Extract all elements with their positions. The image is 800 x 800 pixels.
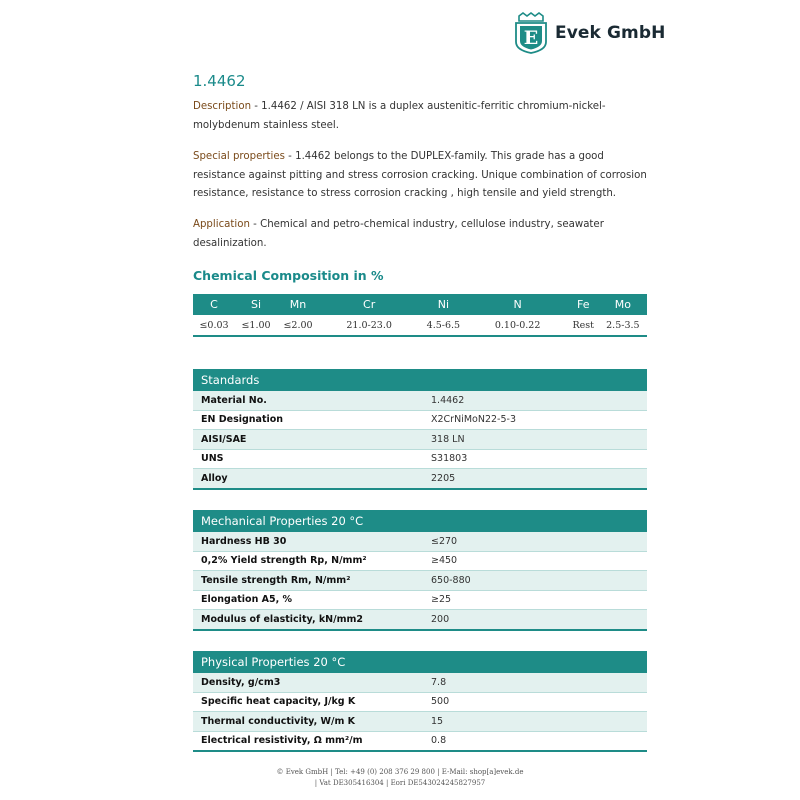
property-name: UNS xyxy=(193,449,423,469)
description-paragraph xyxy=(193,98,653,135)
property-name: Elongation A5, % xyxy=(193,590,423,610)
chemical-value-row xyxy=(193,315,647,336)
property-value: 650-880 xyxy=(423,571,647,591)
property-value: 200 xyxy=(423,610,647,630)
standards-title: Standards xyxy=(193,369,647,391)
standards-table xyxy=(193,369,647,490)
property-name: Hardness HB 30 xyxy=(193,532,423,551)
property-name: Tensile strength Rm, N/mm² xyxy=(193,571,423,591)
property-name: Specific heat capacity, J/kg K xyxy=(193,692,423,712)
table-row xyxy=(193,590,647,610)
table-row xyxy=(193,391,647,410)
chem-value-cell: 2.5-3.5 xyxy=(599,315,647,336)
logo-letter: E xyxy=(523,27,539,49)
chemical-heading: Chemical Composition in % xyxy=(193,268,384,283)
table-row xyxy=(193,430,647,450)
table-row xyxy=(193,469,647,489)
table-row xyxy=(193,610,647,630)
company-logo xyxy=(513,12,665,54)
table-row xyxy=(193,449,647,469)
page-title: 1.4462 xyxy=(193,72,246,90)
chem-header-cell: C xyxy=(193,294,235,315)
property-value: 318 LN xyxy=(423,430,647,450)
chemical-header-row xyxy=(193,294,647,315)
special-text: - 1.4462 belongs to the DUPLEX-family. This grade has a good resistance against pitting and stress corrosion cracking. Unique combination of corrosion resistance, resistance to stress corrosion cracking , high tensile and yield strength. xyxy=(193,151,647,199)
property-name: Density, g/cm3 xyxy=(193,673,423,692)
table-row xyxy=(193,712,647,732)
footer-contact-line: © Evek GmbH | Tel: +49 (0) 208 376 29 800 | E-Mail: shop[a]evek.de xyxy=(276,768,524,776)
property-value: X2CrNiMoN22-5-3 xyxy=(423,410,647,430)
table-row xyxy=(193,731,647,751)
property-name: 0,2% Yield strength Rp, N/mm² xyxy=(193,551,423,571)
physical-title: Physical Properties 20 °C xyxy=(193,651,647,673)
property-value: 1.4462 xyxy=(423,391,647,410)
property-name: Modulus of elasticity, kN/mm2 xyxy=(193,610,423,630)
chem-value-cell: 21.0-23.0 xyxy=(319,315,419,336)
application-text: - Chemical and petro-chemical industry, cellulose industry, seawater desalinization. xyxy=(193,219,604,249)
chem-value-cell: ≤1.00 xyxy=(235,315,277,336)
property-value: 500 xyxy=(423,692,647,712)
property-value: 7.8 xyxy=(423,673,647,692)
chem-header-cell: Mo xyxy=(599,294,647,315)
chem-value-cell: ≤2.00 xyxy=(277,315,319,336)
chem-header-cell: Ni xyxy=(419,294,467,315)
description-lead: Description xyxy=(193,101,252,112)
chem-value-cell: ≤0.03 xyxy=(193,315,235,336)
chem-header-cell: Si xyxy=(235,294,277,315)
chem-header-cell: Fe xyxy=(568,294,599,315)
table-row xyxy=(193,673,647,692)
chem-header-cell: Mn xyxy=(277,294,319,315)
chem-header-cell: Cr xyxy=(319,294,419,315)
property-name: Electrical resistivity, Ω mm²/m xyxy=(193,731,423,751)
property-value: 15 xyxy=(423,712,647,732)
property-name: EN Designation xyxy=(193,410,423,430)
mechanical-table xyxy=(193,510,647,631)
table-row xyxy=(193,571,647,591)
crest-icon xyxy=(513,12,549,54)
table-row xyxy=(193,692,647,712)
description-text: - 1.4462 / AISI 318 LN is a duplex austenitic-ferritic chromium-nickel-molybdenum stainless steel. xyxy=(193,101,606,131)
property-value: 0.8 xyxy=(423,731,647,751)
chem-value-cell: 0.10-0.22 xyxy=(467,315,567,336)
chem-header-cell: N xyxy=(467,294,567,315)
company-name: Evek GmbH xyxy=(555,23,666,43)
physical-table xyxy=(193,651,647,752)
chemical-table xyxy=(193,294,647,337)
table-row xyxy=(193,551,647,571)
mechanical-title: Mechanical Properties 20 °C xyxy=(193,510,647,532)
application-paragraph xyxy=(193,216,653,253)
property-value: 2205 xyxy=(423,469,647,489)
property-name: Material No. xyxy=(193,391,423,410)
property-value: ≤270 xyxy=(423,532,647,551)
special-properties-paragraph xyxy=(193,148,653,204)
property-value: ≥450 xyxy=(423,551,647,571)
property-value: ≥25 xyxy=(423,590,647,610)
footer-tax-line: | Vat DE305416304 | Eori DE543024245827957 xyxy=(314,779,486,787)
property-name: AISI/SAE xyxy=(193,430,423,450)
property-name: Thermal conductivity, W/m K xyxy=(193,712,423,732)
property-value: S31803 xyxy=(423,449,647,469)
page-footer xyxy=(0,767,800,789)
table-row xyxy=(193,532,647,551)
application-lead: Application xyxy=(193,219,250,230)
table-row xyxy=(193,410,647,430)
chem-value-cell: 4.5-6.5 xyxy=(419,315,467,336)
property-name: Alloy xyxy=(193,469,423,489)
special-lead: Special properties xyxy=(193,151,285,162)
chem-value-cell: Rest xyxy=(568,315,599,336)
